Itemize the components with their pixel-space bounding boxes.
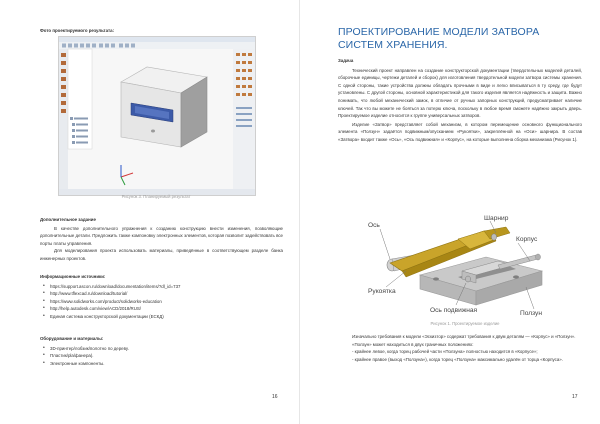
right-figure-caption: Рисунок 1. Проектируемое изделие [430, 321, 500, 326]
photo-label: Фото проектируемого результата: [40, 28, 115, 33]
list-item: • 3D-принтер/лобзик/полотно по дереву. [50, 345, 283, 353]
additional-task-paragraph-1: В качестве дополнительного упражнения к созданию конструкцию внести изменения, позволяющие дополнительные детали. Предложить также компоновку электронных элементов, которая позволит задействовать все порты платы управления. [40, 225, 283, 246]
list-item: • http://help.autodesk.com/view/ACD/2018/RUS/ [50, 305, 283, 313]
requirements-item-2: - крайнее правое (выход «Ползуна»), когда торец «Ползуна» максимально удалён от торца «Корпуса». [352, 356, 563, 362]
cad-screenshot-image [59, 37, 255, 195]
page-number-right: 17 [572, 394, 578, 400]
list-item: • Единая система конструкторской документации (ЕСКД) [50, 313, 283, 321]
sources-list [40, 283, 283, 321]
latch-assembly-figure [366, 213, 566, 317]
device-3d-model [121, 67, 207, 147]
equipment-list [40, 345, 283, 368]
additional-task-title: Дополнительное задание [40, 217, 96, 222]
list-item: • Пластик/pla/фанера). [50, 352, 283, 360]
requirements-paragraph-2: «Ползун» может находиться в двух граничных положениях: [352, 341, 474, 347]
equipment-section [40, 335, 283, 367]
page-title: ПРОЕКТИРОВАНИЕ МОДЕЛИ ЗАТВОРА СИСТЕМ ХРАНЕНИЯ. [338, 26, 540, 51]
list-item: • https://support.ascon.ru/download/documentation/items/?dl_id=737 [50, 283, 283, 291]
requirements-section [338, 333, 582, 363]
label-slider: Ползун [520, 310, 542, 317]
left-figure-caption: Рисунок 3. Планируемый результат [121, 194, 191, 199]
task-section [338, 57, 582, 144]
requirements-item-1: - крайнее левое, когда торец рабочей части «Ползуна» полностью находится в «Корпусе»; [352, 349, 538, 355]
sources-title: Информационные источники: [40, 274, 106, 279]
additional-task-paragraph-2: Для моделирования проекта использовать материалы, приведённые в соответствующем разделе банка инженерных проектов. [40, 248, 283, 261]
equipment-title: Оборудование и материалы: [40, 336, 104, 341]
label-movable-axis: Ось подвижная [430, 307, 478, 314]
sources-section [40, 273, 283, 321]
requirements-paragraph-1: Изначально требования к модели «Эскизтор» содержат требования к двум деталям — «Корпус» и «Ползун». [352, 334, 576, 339]
task-paragraph-2: Изделие «Затвор» представляет собой механизм, в котором перемещение основного функционального элемента «Ползун» задаётся подвижным/опусканием «Рукоятки», закреплённой на «Оси» шарнира. В состав «Затвора» входит также «Ось», «Ось подвижная» и «Корпус», на которые выполнена сборка механизма (Рисунок 1). [338, 121, 582, 142]
label-hinge: Шарнир [484, 215, 509, 222]
list-item: • http://www.tflexcad.ru/download/tutorial/ [50, 290, 283, 298]
label-axis: Ось [368, 222, 380, 229]
label-body: Корпус [516, 236, 538, 243]
label-handle: Рукоятка [368, 288, 396, 295]
task-label: Задача [338, 58, 354, 63]
right-page [300, 0, 600, 424]
list-item: • https://www.solidworks.com/product/solidworks-education [50, 298, 283, 306]
task-paragraph-1: Технический проект направлен на создание конструкторской документации (твердотельных моделей деталей, сборочные единицы, чертежи деталей и сборок) для изготовления твердотельной модели затвора системы хранения. С одной стороны, такие устройства должны обладать прочными в виде и легко вписываться в ту среду, где будут установлены. С другой стороны, основной характеристикой для такого изделия является надёжность и защита. Важно понимать, что любой механический замок, в отличие от ручных запорных конструкций, предусматривает наличие ключей. Так что вы можете не бояться за потерю ключа, поскольку в любое время сможете надёжно закрыть дверь. Проектируемое изделие относится к группе универсальных затворов. [338, 67, 582, 119]
list-item: • Электронные компоненты. [50, 360, 283, 368]
additional-task-section [40, 216, 283, 263]
cad-screenshot [58, 36, 256, 196]
page-number-left: 16 [272, 394, 278, 400]
